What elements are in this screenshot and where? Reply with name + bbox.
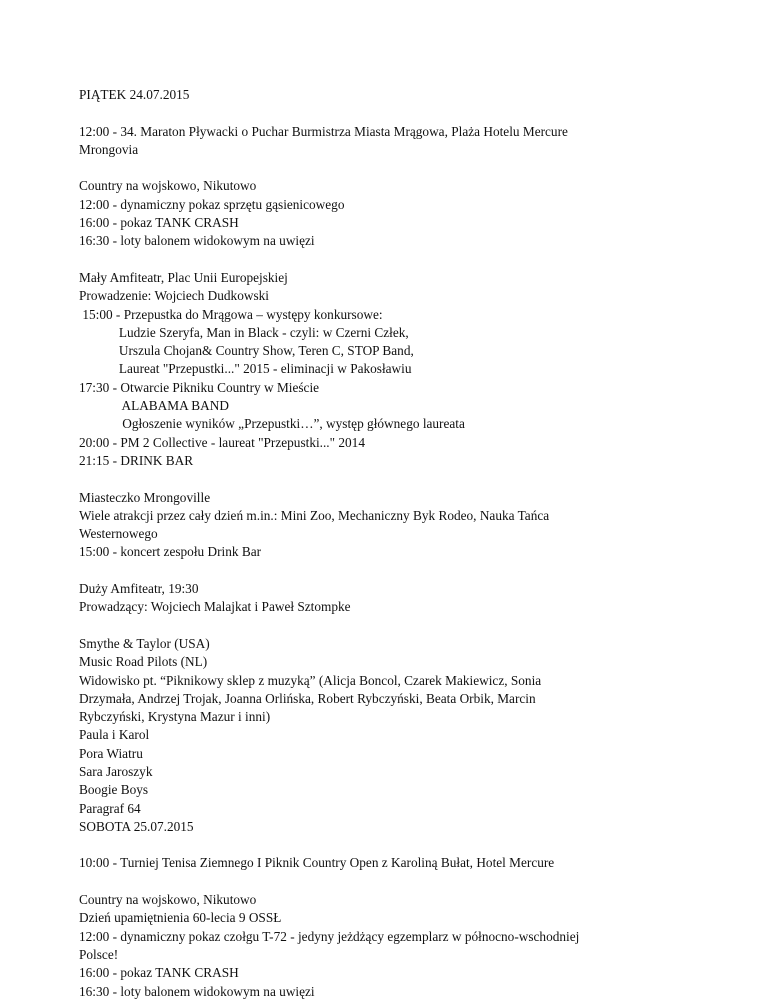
paragraph-gap bbox=[79, 617, 719, 635]
text-line: Sara Jaroszyk bbox=[79, 763, 153, 779]
text-line: 15:00 - koncert zespołu Drink Bar bbox=[79, 544, 262, 560]
paragraph-gap bbox=[79, 251, 719, 269]
text-line: Miasteczko Mrongoville bbox=[79, 489, 211, 505]
text-line: Prowadzący: Wojciech Malajkat i Paweł Sztompke bbox=[79, 599, 351, 615]
text-line: 16:30 - loty balonem widokowym na uwięzi bbox=[79, 983, 315, 999]
document-page bbox=[79, 86, 719, 1001]
paragraph-gap bbox=[79, 159, 719, 177]
text-line: Paragraf 64 bbox=[79, 800, 141, 816]
text-line: 16:30 - loty balonem widokowym na uwięzi bbox=[79, 233, 315, 249]
text-line: Rybczyński, Krystyna Mazur i inni) bbox=[79, 709, 271, 725]
text-line: Country na wojskowo, Nikutowo bbox=[79, 178, 257, 194]
text-line: Ludzie Szeryfa, Man in Black - czyli: w Czerni Człek, bbox=[79, 324, 409, 340]
text-line: Pora Wiatru bbox=[79, 745, 143, 761]
text-line: Country na wojskowo, Nikutowo bbox=[79, 892, 257, 908]
text-line: Widowisko pt. “Piknikowy sklep z muzyką” (Alicja Boncol, Czarek Makiewicz, Sonia bbox=[79, 672, 542, 688]
text-line: Ogłoszenie wyników „Przepustki…”, występ głównego laureata bbox=[79, 416, 465, 432]
text-line: PIĄTEK 24.07.2015 bbox=[79, 87, 190, 102]
text-line: 12:00 - dynamiczny pokaz sprzętu gąsienicowego bbox=[79, 196, 345, 212]
paragraph-gap bbox=[79, 104, 719, 122]
text-line: Boogie Boys bbox=[79, 782, 149, 798]
text-line: 16:00 - pokaz TANK CRASH bbox=[79, 215, 239, 231]
text-line: 16:00 - pokaz TANK CRASH bbox=[79, 965, 239, 981]
text-line: Dzień upamiętnienia 60-lecia 9 OSSŁ bbox=[79, 910, 282, 926]
text-line: 20:00 - PM 2 Collective - laureat "Przepustki..." 2014 bbox=[79, 434, 365, 450]
text-line: Smythe & Taylor (USA) bbox=[79, 635, 210, 651]
text-line: Westernowego bbox=[79, 526, 158, 542]
paragraph-gap bbox=[79, 562, 719, 580]
text-line: Prowadzenie: Wojciech Dudkowski bbox=[79, 288, 269, 304]
text-line: 15:00 - Przepustka do Mrągowa – występy konkursowe: bbox=[79, 306, 383, 322]
text-line: ALABAMA BAND bbox=[79, 398, 229, 414]
text-line: Mały Amfiteatr, Plac Unii Europejskiej bbox=[79, 269, 288, 285]
text-line: 21:15 - DRINK BAR bbox=[79, 452, 194, 468]
text-line: Music Road Pilots (NL) bbox=[79, 654, 208, 670]
text-line: Polsce! bbox=[79, 946, 119, 962]
text-line: Wiele atrakcji przez cały dzień m.in.: Mini Zoo, Mechaniczny Byk Rodeo, Nauka Tańca bbox=[79, 507, 550, 523]
text-line: 12:00 - dynamiczny pokaz czołgu T-72 - jedyny jeżdżący egzemplarz w północno-wschodniej bbox=[79, 928, 580, 944]
text-line: Laureat "Przepustki..." 2015 - eliminacji w Pakosławiu bbox=[79, 361, 412, 377]
text-line: 17:30 - Otwarcie Pikniku Country w Mieście bbox=[79, 379, 320, 395]
paragraph-gap bbox=[79, 470, 719, 488]
text-line: 12:00 - 34. Maraton Pływacki o Puchar Burmistrza Miasta Mrągowa, Plaża Hotelu Mercure bbox=[79, 123, 568, 139]
text-line: Paula i Karol bbox=[79, 727, 150, 743]
paragraph-gap bbox=[79, 873, 719, 891]
text-line: 10:00 - Turniej Tenisa Ziemnego I Piknik Country Open z Karoliną Bułat, Hotel Mercure bbox=[79, 855, 555, 871]
text-line: Urszula Chojan& Country Show, Teren C, STOP Band, bbox=[79, 343, 414, 359]
text-line: Mrongovia bbox=[79, 141, 139, 157]
text-line: SOBOTA 25.07.2015 bbox=[79, 818, 194, 834]
text-line: Drzymała, Andrzej Trojak, Joanna Orlińska, Robert Rybczyński, Beata Orbik, Marcin bbox=[79, 690, 536, 706]
text-line: Duży Amfiteatr, 19:30 bbox=[79, 581, 199, 597]
paragraph-gap bbox=[79, 836, 719, 854]
